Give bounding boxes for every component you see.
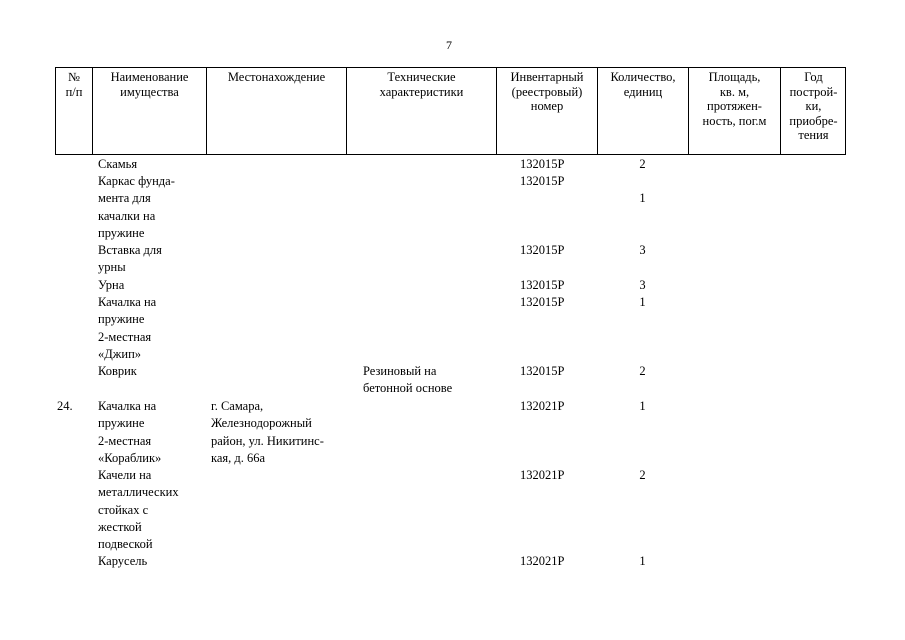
name-line: «Джип» [98,346,142,361]
header-line: Наименование [110,70,189,84]
row-quantity: 1 [639,295,646,309]
header-line: Технические [387,70,456,84]
row-name [98,156,137,173]
row-quantity: 2 [639,364,646,378]
row-inventory: 132021Р [520,554,565,568]
name-line: пружине [98,312,145,327]
row-inventory: 132021Р [520,399,565,413]
row-name [98,363,137,380]
row-name [98,294,156,363]
header-quantity [598,70,688,99]
row-quantity: 1 [639,399,646,413]
table-header [55,67,846,155]
name-line: качалки на [98,208,156,223]
name-line: 2-местная [98,329,152,344]
row-name [98,553,147,570]
header-area [689,70,780,128]
name-line: Карусель [98,554,148,568]
header-line: ки, [805,99,822,113]
name-line: стойках с [98,502,149,517]
header-line: Количество, [610,70,676,84]
header-line: номер [530,99,564,113]
name-line: пружине [98,225,145,240]
header-line: единиц [623,84,663,99]
header-line: характеристики [379,84,464,99]
name-line: Качели на [98,468,152,482]
row-inventory: 132015Р [520,243,565,257]
location-line: Железнодорожный [211,416,312,431]
name-line: Качалка на [98,295,157,309]
row-inventory: 132021Р [520,468,565,482]
row-inventory: 132015Р [520,295,565,309]
name-line: мента для [98,191,151,206]
header-line: приобре- [789,113,838,128]
row-inventory: 132015Р [520,174,565,188]
name-line: «Кораблик» [98,450,162,465]
row-inventory: 132015Р [520,278,565,292]
header-line: Площадь, [708,70,761,84]
name-line: Каркас фунда- [98,174,175,188]
header-line: № [68,70,80,84]
row-number: 24. [57,399,73,413]
header-location [207,70,346,85]
tech-line: Резиновый на [363,364,437,378]
header-line: кв. м, [719,84,750,99]
name-line: урны [98,260,126,275]
name-line: 2-местная [98,433,152,448]
name-line: Качалка на [98,399,157,413]
header-line: тения [798,128,829,142]
name-line: Скамья [98,157,138,171]
header-year [781,70,846,143]
header-line: построй- [789,84,838,99]
header-name [93,70,206,99]
name-line: Коврик [98,364,137,378]
row-name [98,467,179,553]
row-name [98,242,162,277]
row-inventory: 132015Р [520,157,565,171]
row-quantity: 3 [639,243,646,257]
row-inventory: 132015Р [520,364,565,378]
row-location [211,398,324,467]
header-inventory [497,70,597,114]
header-line: (реестровый) [511,84,583,99]
location-line: кая, д. 66а [211,450,266,465]
location-line: г. Самара, [211,399,264,413]
row-quantity: 2 [639,157,646,171]
header-line: Местонахождение [227,70,326,84]
row-quantity: 3 [639,278,646,292]
name-line: подвеской [98,537,153,552]
header-line: имущества [120,84,179,99]
name-line: жесткой [98,519,142,534]
header-num [56,70,92,99]
header-line: протяжен- [707,99,762,113]
row-quantity: 1 [639,554,646,568]
row-quantity: 1 [639,191,646,205]
header-tech [347,70,496,99]
name-line: Урна [98,278,125,292]
row-quantity: 2 [639,468,646,482]
header-line: Инвентарный [510,70,584,84]
header-line: ность, пог.м [702,113,767,128]
row-name [98,173,175,242]
name-line: металлических [98,485,179,500]
name-line: Вставка для [98,243,162,257]
row-name [98,277,124,294]
name-line: пружине [98,416,145,431]
row-name [98,398,161,467]
header-line: п/п [65,84,83,99]
location-line: район, ул. Никитинс- [211,433,324,448]
page-number: 7 [446,38,452,52]
row-tech [363,363,452,398]
header-line: Год [804,70,823,84]
tech-line: бетонной основе [363,381,453,396]
